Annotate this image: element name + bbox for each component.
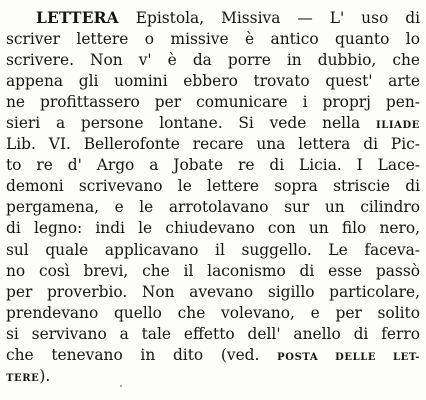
entry-line-text: scrivere. Non v' è da porre in dubbio, che [6,51,420,70]
entry-line-text: appena gli uomini ebbero trovato quest' arte [6,72,420,91]
entry-line-1 [6,8,420,29]
entry-line-13 [6,261,420,282]
entry-line-text: scriver lettere o missive è antico quanto lo [6,30,420,49]
entry-line-text: prendevano quello che volevano, e per solito [6,303,420,322]
entry-line-text: to re d' Argo a Jobate re di Licia. I Lace- [6,156,420,175]
entry-line-11 [6,218,420,239]
posta-delle-lettere-smallcaps: POSTA DELLE LET- [277,351,420,363]
entry-closing: ). [39,366,51,385]
entry-line-16 [6,324,420,345]
entry-line-9 [6,176,420,197]
entry-line-text: sieri a persone lontane. Si vede nella [6,114,376,133]
entry-line-6 [6,113,420,134]
entry-line-text: si servivano a tale effetto dell' anello di ferro [6,324,420,343]
entry-line-text: sul quale applicavano il suggello. Le faceva- [6,240,420,259]
entry-line-text: per proverbio. Non avevano sigillo particolare, [6,282,420,301]
entry-line-text: demoni scrivevano le lettere sopra striscie di [6,177,420,196]
entry-line-text: Lib. VI. Bellerofonte recare una lettera di Pic- [6,135,420,154]
entry-line-text: no così brevi, che il laconismo di esse passò [6,261,420,280]
entry-line-3 [6,50,420,71]
entry-line-18 [6,366,420,387]
entry-line-text: Epistola, Missiva — L' uso di [118,9,420,27]
iliade-smallcaps: ILIADE [375,120,420,132]
entry-line-14 [6,282,420,303]
entry-line-7 [6,134,420,155]
entry-headword: LETTERA [36,9,119,27]
entry-line-5 [6,92,420,113]
entry-line-4 [6,71,420,92]
lettere-smallcaps: TERE [6,372,40,384]
entry-line-17 [6,345,420,366]
entry-line-15 [6,303,420,324]
print-speck [120,385,122,387]
entry-line-12 [6,240,420,261]
entry-line-text: di legno: indi le chiudevano con un filo nero, [6,219,420,238]
entry-line-text: che tenevano in dito (ved. [6,345,278,364]
entry-line-2 [6,29,420,50]
entry-line-text: pergamena, e le arrotolavano sur un cilindro [6,198,420,217]
entry-line-8 [6,155,420,176]
entry-line-10 [6,197,420,218]
entry-line-text: ne profittassero per comunicare i proprj pen- [6,93,420,112]
dictionary-entry [6,8,420,387]
